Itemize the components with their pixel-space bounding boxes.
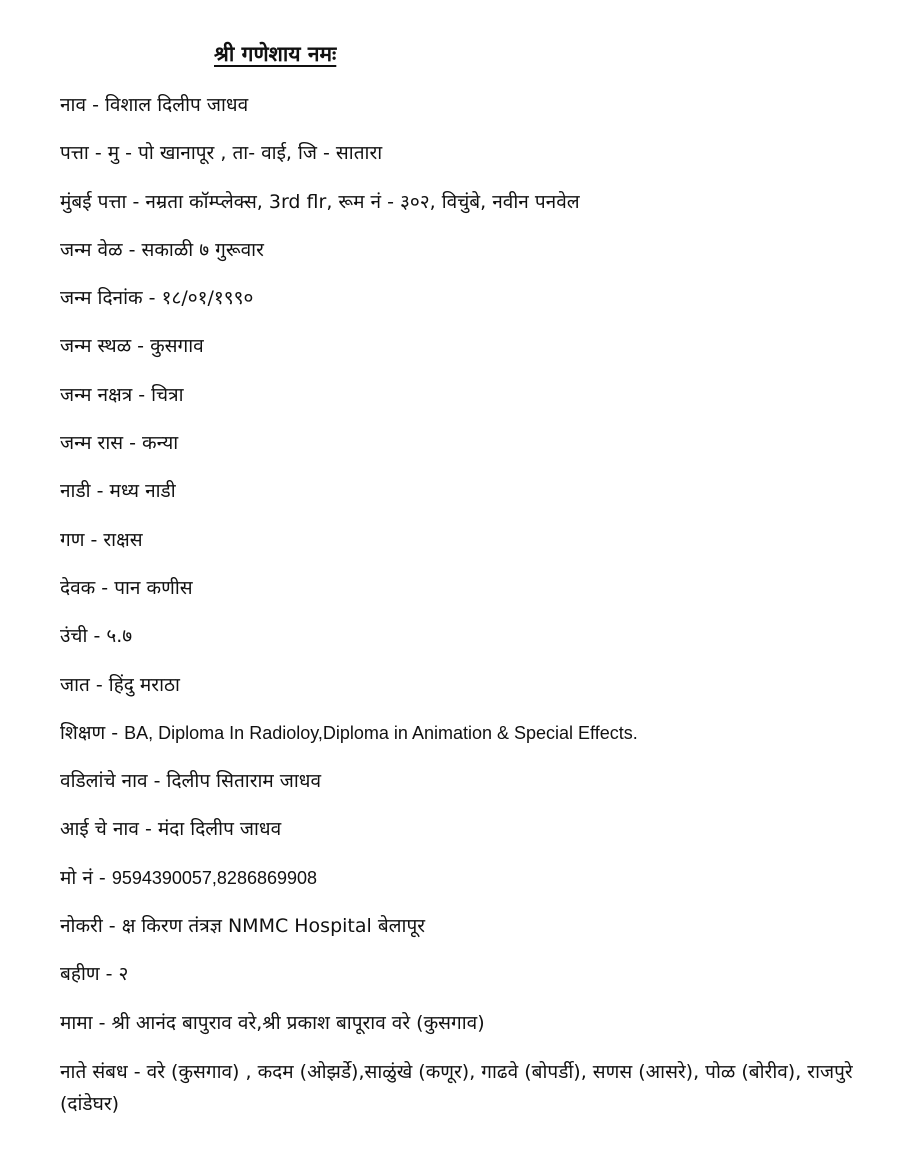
field-nadi <box>60 476 910 524</box>
field-label: नाते संबध <box>60 1060 128 1083</box>
field-label: जन्म दिनांक <box>60 287 143 310</box>
field-value: 9594390057,8286869908 <box>111 867 318 888</box>
separator: - <box>126 190 146 213</box>
field-maternal-uncle <box>60 1008 910 1056</box>
separator: - <box>92 1011 112 1034</box>
field-birth-time <box>60 235 910 283</box>
separator: - <box>131 335 151 358</box>
field-relatives <box>60 1056 908 1120</box>
field-label: मो नं <box>60 866 93 889</box>
field-label: उंची <box>60 625 88 648</box>
field-rashi <box>60 428 910 476</box>
field-nakshatra <box>60 380 910 428</box>
field-value: पान कणीस <box>114 576 193 599</box>
separator: - <box>123 432 143 455</box>
field-father-name <box>60 766 910 814</box>
field-label: मुंबई पत्ता <box>60 190 127 213</box>
separator: - <box>147 770 167 793</box>
field-gan <box>60 525 910 573</box>
field-value: ५.७ <box>106 625 133 648</box>
field-sisters <box>60 959 910 1007</box>
field-mother-name <box>60 814 910 862</box>
field-value: २ <box>118 963 129 986</box>
field-caste <box>60 670 910 718</box>
field-education <box>60 718 910 766</box>
field-devak <box>60 573 910 621</box>
page-title: श्री गणेशाय नमः <box>214 42 337 66</box>
separator: - <box>105 721 125 744</box>
separator: - <box>95 576 115 599</box>
field-value: सकाळी ७ गुरूवार <box>141 238 264 261</box>
field-value: दिलीप सिताराम जाधव <box>166 770 322 793</box>
field-label: जन्म वेळ <box>60 238 123 261</box>
separator: - <box>87 625 107 648</box>
field-birth-date <box>60 283 910 331</box>
field-value: नम्रता कॉम्प्लेक्स, 3rd flr, रूम नं - ३०२, विचुंबे, नवीन पनवेल <box>145 190 580 213</box>
separator: - <box>99 963 119 986</box>
field-job <box>60 911 910 959</box>
field-label: आई चे नाव <box>60 818 139 841</box>
field-value: श्री आनंद बापुराव वरे,श्री प्रकाश बापूराव वरे (कुसगाव) <box>111 1011 485 1034</box>
separator: - <box>122 238 142 261</box>
field-mumbai-address <box>60 187 910 235</box>
field-value: राक्षस <box>103 528 143 551</box>
field-label: नोकरी <box>60 915 103 938</box>
field-label: जन्म नक्षत्र <box>60 383 133 406</box>
field-label: वडिलांचे नाव <box>60 770 148 793</box>
separator: - <box>92 866 112 889</box>
separator: - <box>90 480 110 503</box>
separator: - <box>84 528 104 551</box>
separator: - <box>88 142 108 165</box>
field-address <box>60 138 910 186</box>
field-label: नाडी <box>60 480 91 503</box>
field-value: विशाल दिलीप जाधव <box>104 94 249 116</box>
separator: - <box>86 94 105 116</box>
field-value: मु - पो खानापूर , ता- वाई, जि - सातारा <box>107 142 383 165</box>
separator: - <box>89 673 109 696</box>
field-value: मंदा दिलीप जाधव <box>157 818 282 841</box>
field-label: मामा <box>60 1011 93 1034</box>
biodata-list <box>60 90 910 1120</box>
field-label: बहीण <box>60 963 100 986</box>
field-value: चित्रा <box>151 383 184 406</box>
field-label: जात <box>60 673 90 696</box>
field-birth-place <box>60 331 910 379</box>
field-label: शिक्षण <box>60 721 106 744</box>
field-mobile <box>60 863 910 911</box>
field-height <box>60 621 910 669</box>
field-label: नाव <box>60 94 87 116</box>
separator: - <box>127 1060 147 1083</box>
field-label: जन्म रास <box>60 432 124 455</box>
field-value: मध्य नाडी <box>109 480 176 503</box>
separator: - <box>102 915 122 938</box>
field-value: कन्या <box>142 432 179 455</box>
field-value: BA, Diploma In Radioloy,Diploma in Animation & Special Effects. <box>124 722 638 743</box>
separator: - <box>132 383 152 406</box>
field-value: क्ष किरण तंत्रज्ञ NMMC Hospital बेलापूर <box>121 915 426 938</box>
field-label: पत्ता <box>60 142 89 165</box>
field-label: गण <box>60 528 85 551</box>
field-value: १८/०१/१९९० <box>161 287 254 310</box>
field-label: देवक <box>60 576 96 599</box>
field-value: वरे (कुसगाव) , कदम (ओझर्डे),साळुंखे (कणूर), गाढवे (बोपर्डी), सणस (आसरे), पोळ (बोरीव), राजपुरे (दांडेघर) <box>60 1060 853 1115</box>
field-value: कुसगाव <box>150 335 204 358</box>
field-name <box>60 90 910 138</box>
separator: - <box>138 818 158 841</box>
separator: - <box>142 287 162 310</box>
field-value: हिंदु मराठा <box>108 673 180 696</box>
field-label: जन्म स्थळ <box>60 335 132 358</box>
